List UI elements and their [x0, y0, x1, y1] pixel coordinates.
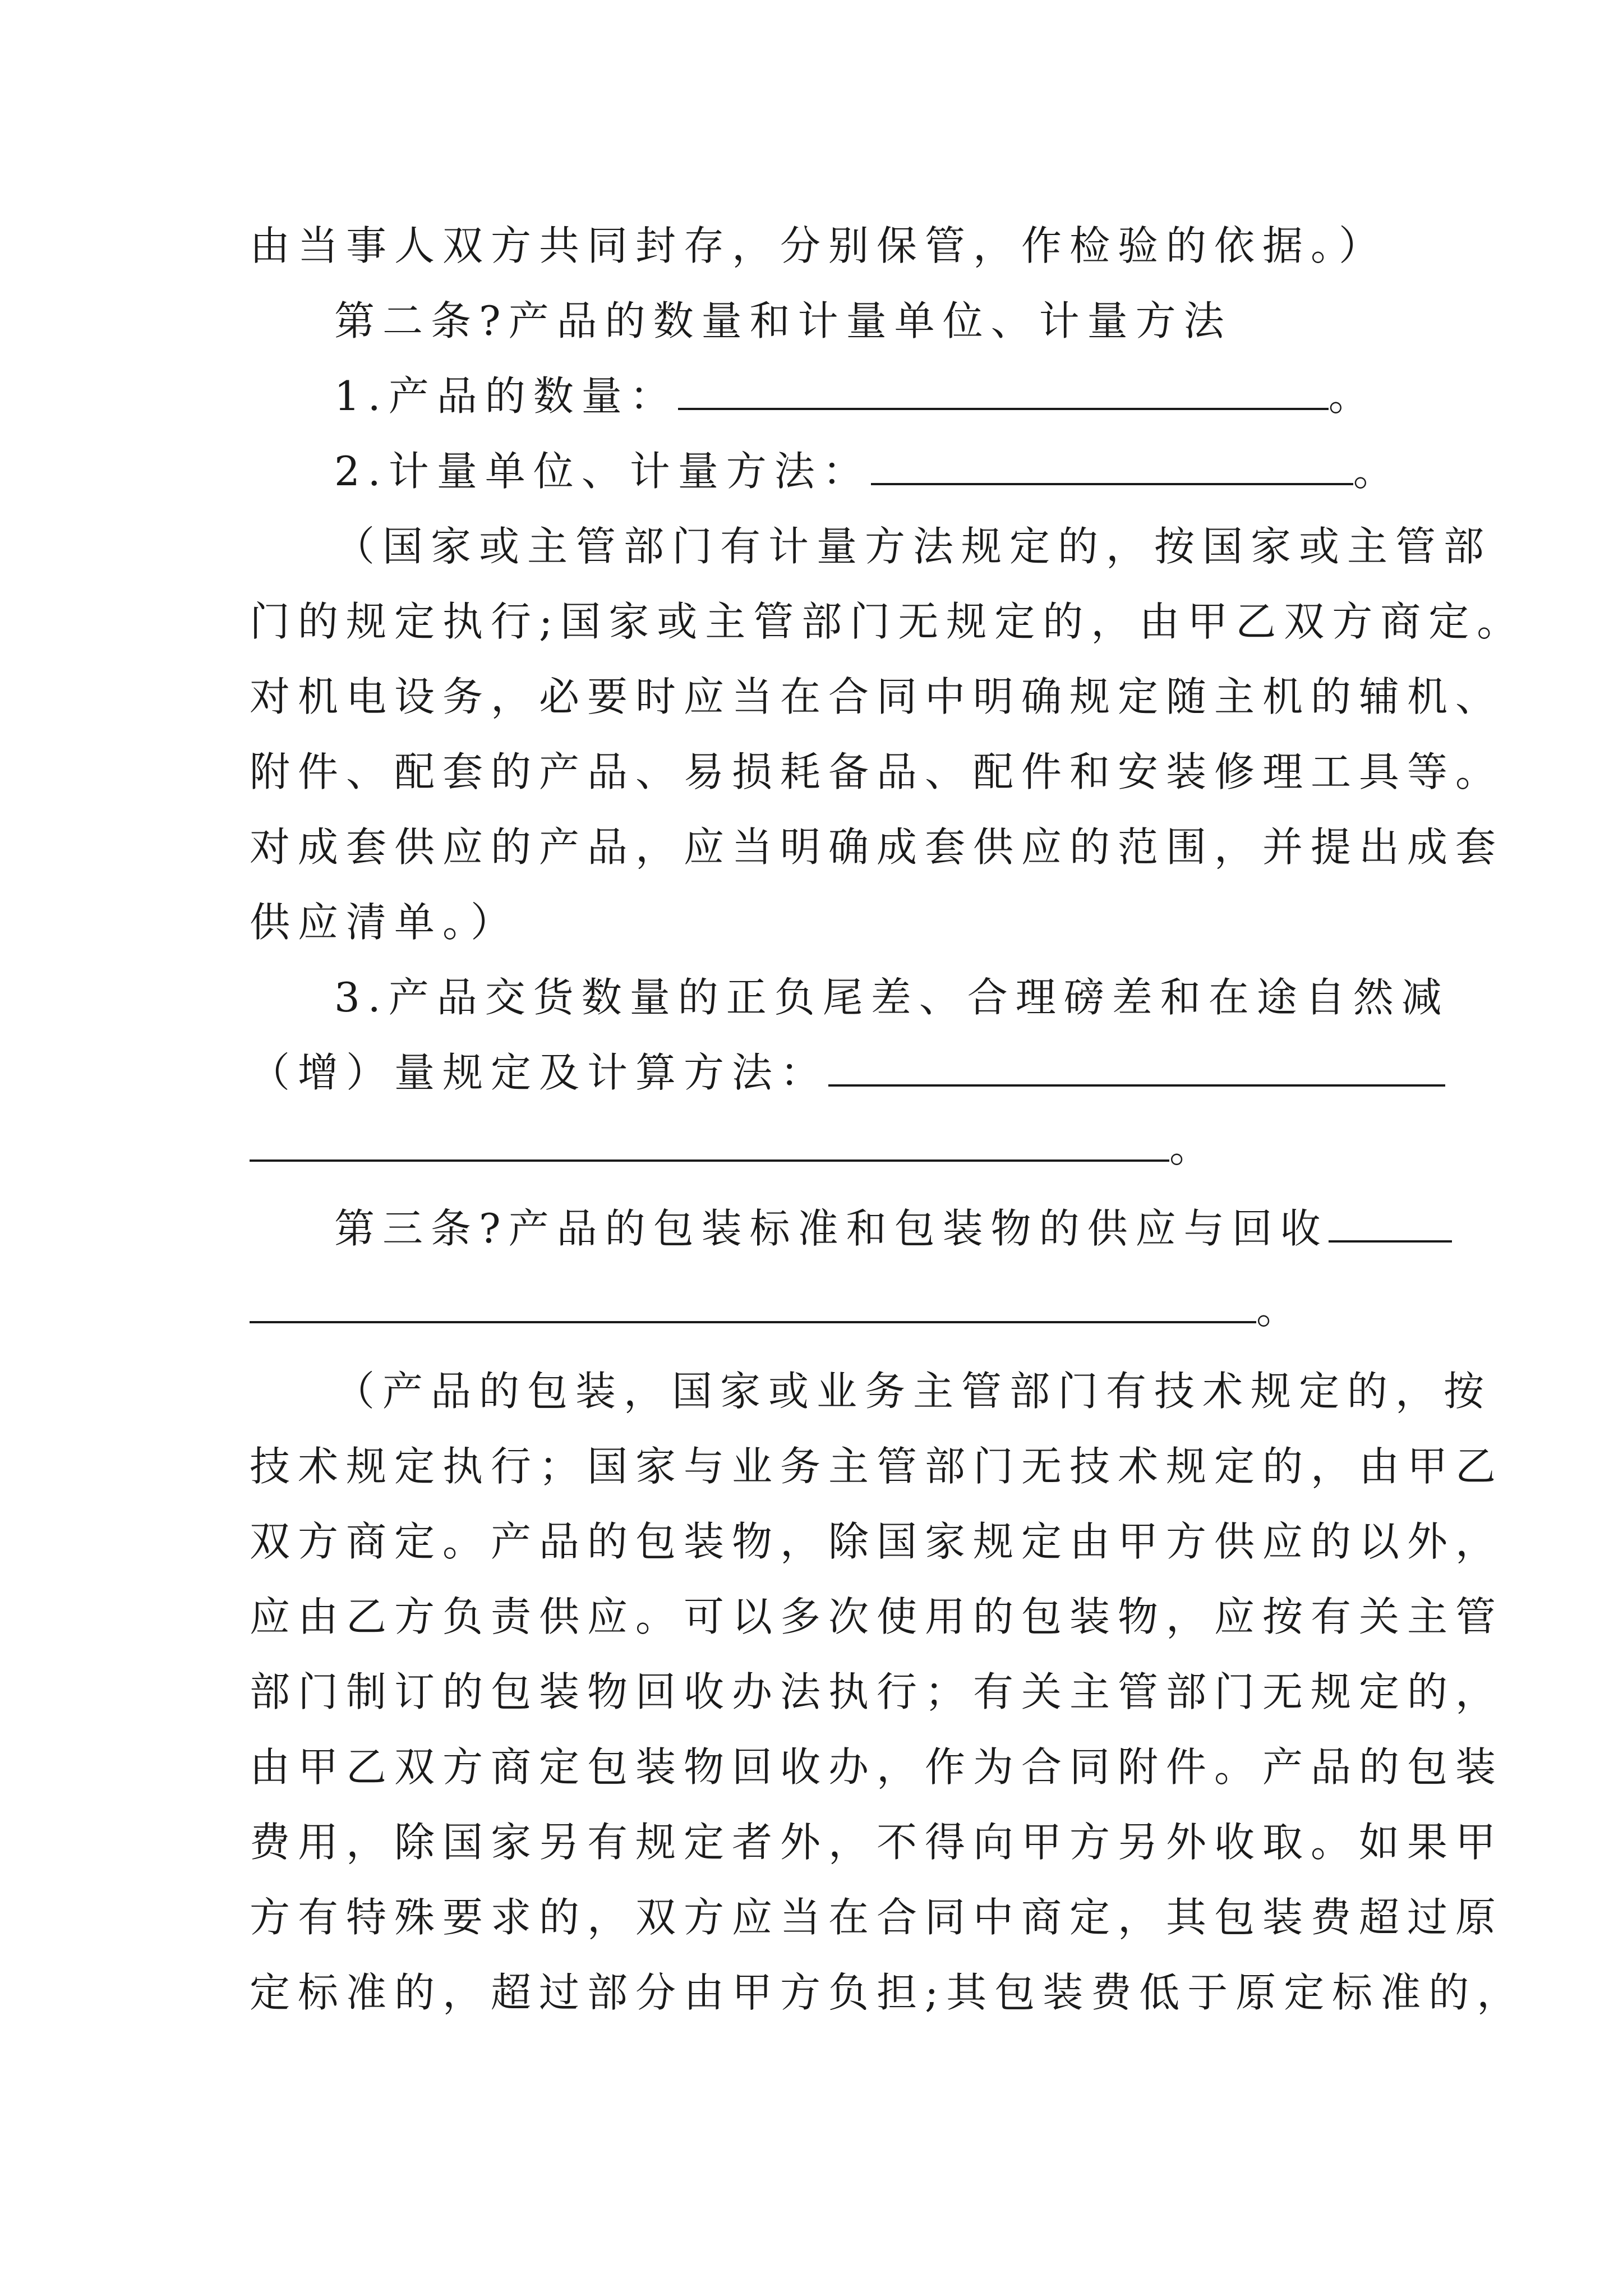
fill-blank[interactable]: [1329, 1207, 1452, 1243]
blank-line: 。: [250, 1120, 1394, 1176]
item-unit-method: 2.计量单位、计量方法： 。: [334, 448, 1401, 495]
fill-blank[interactable]: [250, 1315, 1256, 1323]
body-line: 方有特殊要求的，双方应当在合同中商定，其包装费超过原: [250, 1894, 1504, 1941]
body-line: 双方商定。产品的包装物，除国家规定由甲方供应的以外，: [250, 1518, 1504, 1565]
body-line: （增）量规定及计算方法：: [250, 1045, 1394, 1101]
body-line: 应由乙方负责供应。可以多次使用的包装物，应按有关主管: [250, 1593, 1504, 1640]
body-line: 费用，除国家另有规定者外，不得向甲方另外收取。如果甲: [250, 1819, 1504, 1866]
body-line: 由甲乙双方商定包装物回收办，作为合同附件。产品的包装: [250, 1743, 1504, 1791]
blank-line: 。: [250, 1281, 1394, 1337]
body-line: 门的规定执行;国家或主管部门无规定的，由甲乙双方商定。: [250, 598, 1525, 645]
body-line: 技术规定执行；国家与业务主管部门无技术规定的，由甲乙: [250, 1443, 1504, 1490]
body-line: （产品的包装，国家或业务主管部门有技术规定的，按: [334, 1368, 1492, 1415]
fill-blank[interactable]: [250, 1154, 1169, 1162]
body-line: 部门制订的包装物回收办法执行；有关主管部门无规定的，: [250, 1668, 1504, 1715]
body-line: 附件、配套的产品、易损耗备品、配件和安装修理工具等。: [250, 748, 1504, 795]
body-line: 由当事人双方共同封存，分别保管，作检验的依据。）: [250, 222, 1387, 269]
body-line: 定标准的，超过部分由甲方负担;其包装费低于原定标准的，: [250, 1969, 1525, 2016]
item-quantity: 1.产品的数量： 。: [334, 372, 1377, 420]
body-line: 供应清单。）: [250, 899, 519, 946]
body-line: 对成套供应的产品，应当明确成套供应的范围，并提出成套: [250, 823, 1504, 871]
fill-blank[interactable]: [678, 374, 1329, 410]
fill-blank[interactable]: [828, 1051, 1445, 1087]
item-tolerance: 3.产品交货数量的正负尾差、合理磅差和在途自然减: [334, 974, 1450, 1021]
body-line: 对机电设务，必要时应当在合同中明确规定随主机的辅机、: [250, 673, 1504, 720]
article-3-heading: 第三条?产品的包装标准和包装物的供应与回收: [334, 1200, 1394, 1257]
body-line: （国家或主管部门有计量方法规定的，按国家或主管部: [334, 523, 1492, 570]
fill-blank[interactable]: [871, 449, 1353, 485]
article-2-heading: 第二条?产品的数量和计量单位、计量方法: [334, 297, 1232, 344]
